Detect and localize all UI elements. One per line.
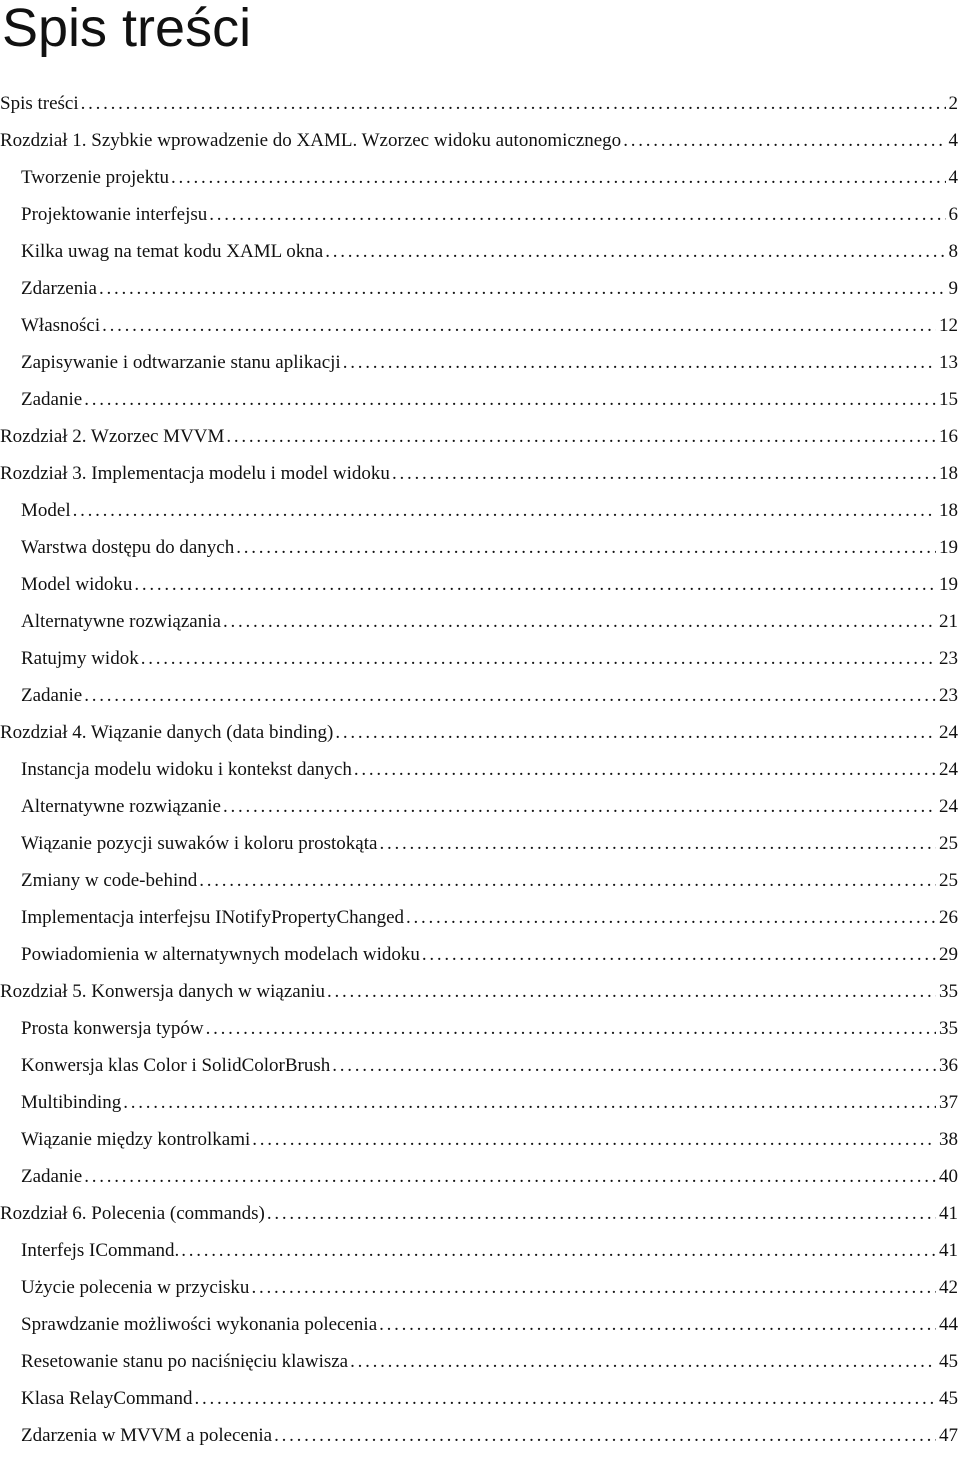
dot-leader (209, 204, 945, 226)
dot-leader (406, 907, 936, 929)
toc-entry[interactable] (0, 685, 960, 722)
toc-entry-label: Zmiany w code-behind (21, 870, 197, 892)
toc-entry-label: Sprawdzanie możliwości wykonania polecenia (21, 1314, 377, 1336)
dot-leader (223, 611, 936, 633)
toc-entry-page-number: 37 (939, 1092, 960, 1114)
toc-entry-label: Instancja modelu widoku i kontekst danych (21, 759, 352, 781)
toc-entry-label: Konwersja klas Color i SolidColorBrush (21, 1055, 330, 1077)
toc-entry-page-number: 19 (939, 537, 960, 559)
toc-entry[interactable] (0, 315, 960, 352)
toc-entry-page-number: 41 (939, 1203, 960, 1225)
toc-entry-label: Model (21, 500, 71, 522)
toc-entry-page-number: 26 (939, 907, 960, 929)
toc-entry-page-number: 4 (949, 130, 960, 152)
toc-entry-label: Implementacja interfejsu INotifyPropertyChanged (21, 907, 404, 929)
toc-entry-page-number: 42 (939, 1277, 960, 1299)
table-of-contents (0, 93, 960, 1462)
toc-entry-label: Rozdział 4. Wiązanie danych (data binding) (0, 722, 333, 744)
dot-leader (123, 1092, 936, 1114)
dot-leader (206, 1018, 936, 1040)
toc-entry[interactable] (0, 1240, 960, 1277)
dot-leader (73, 500, 936, 522)
dot-leader (226, 426, 936, 448)
toc-entry-label: Model widoku (21, 574, 132, 596)
dot-leader (623, 130, 945, 152)
toc-entry-label: Rozdział 5. Konwersja danych w wiązaniu (0, 981, 325, 1003)
toc-entry-label: Kilka uwag na temat kodu XAML okna (21, 241, 323, 263)
toc-entry[interactable] (0, 796, 960, 833)
toc-entry-page-number: 23 (939, 648, 960, 670)
toc-entry-label: Resetowanie stanu po naciśnięciu klawisza (21, 1351, 348, 1373)
toc-entry-label: Wiązanie między kontrolkami (21, 1129, 250, 1151)
dot-leader (274, 1425, 936, 1447)
dot-leader (141, 648, 936, 670)
dot-leader (84, 389, 936, 411)
toc-entry-label: Multibinding (21, 1092, 121, 1114)
toc-entry[interactable] (0, 1166, 960, 1203)
toc-entry[interactable] (0, 574, 960, 611)
toc-entry[interactable] (0, 611, 960, 648)
toc-entry-label: Własności (21, 315, 100, 337)
toc-entry-page-number: 8 (949, 241, 960, 263)
toc-entry[interactable] (0, 944, 960, 981)
dot-leader (325, 241, 945, 263)
dot-leader (195, 1388, 937, 1410)
dot-leader (171, 167, 946, 189)
toc-entry-page-number: 15 (939, 389, 960, 411)
toc-entry[interactable] (0, 463, 960, 500)
dot-leader (327, 981, 936, 1003)
toc-entry[interactable] (0, 500, 960, 537)
toc-entry-page-number: 6 (949, 204, 960, 226)
toc-entry[interactable] (0, 870, 960, 907)
toc-entry-page-number: 2 (949, 93, 960, 115)
toc-entry-page-number: 38 (939, 1129, 960, 1151)
toc-entry-page-number: 24 (939, 759, 960, 781)
toc-entry-page-number: 40 (939, 1166, 960, 1188)
toc-entry-page-number: 19 (939, 574, 960, 596)
toc-entry[interactable] (0, 759, 960, 796)
toc-entry[interactable] (0, 389, 960, 426)
toc-entry-label: Klasa RelayCommand (21, 1388, 193, 1410)
dot-leader (379, 1314, 936, 1336)
toc-entry[interactable] (0, 352, 960, 389)
toc-entry-label: Zdarzenia (21, 278, 97, 300)
toc-entry-page-number: 25 (939, 833, 960, 855)
toc-entry-label: Zdarzenia w MVVM a polecenia (21, 1425, 272, 1447)
toc-entry-label: Alternatywne rozwiązanie (21, 796, 221, 818)
toc-entry-label: Projektowanie interfejsu (21, 204, 207, 226)
dot-leader (181, 1240, 936, 1262)
dot-leader (343, 352, 936, 374)
dot-leader (354, 759, 936, 781)
toc-entry-page-number: 35 (939, 981, 960, 1003)
toc-entry-label: Rozdział 6. Polecenia (commands) (0, 1203, 265, 1225)
dot-leader (99, 278, 946, 300)
toc-entry-label: Zadanie (21, 1166, 82, 1188)
toc-entry[interactable] (0, 1129, 960, 1166)
dot-leader (84, 685, 936, 707)
toc-entry[interactable] (0, 241, 960, 278)
toc-entry-page-number: 23 (939, 685, 960, 707)
dot-leader (84, 1166, 936, 1188)
dot-leader (379, 833, 936, 855)
dot-leader (392, 463, 936, 485)
toc-entry-page-number: 21 (939, 611, 960, 633)
toc-entry-page-number: 9 (949, 278, 960, 300)
toc-entry[interactable] (0, 130, 960, 167)
toc-entry[interactable] (0, 1277, 960, 1314)
toc-entry-label: Wiązanie pozycji suwaków i koloru prostokąta (21, 833, 377, 855)
toc-entry-page-number: 18 (939, 500, 960, 522)
toc-entry-page-number: 24 (939, 796, 960, 818)
dot-leader (332, 1055, 936, 1077)
dot-leader (223, 796, 936, 818)
toc-entry-label: Warstwa dostępu do danych (21, 537, 234, 559)
toc-entry-label: Rozdział 1. Szybkie wprowadzenie do XAML. Wzorzec widoku autonomicznego (0, 130, 621, 152)
toc-entry-page-number: 36 (939, 1055, 960, 1077)
toc-entry-label: Powiadomienia w alternatywnych modelach widoku (21, 944, 420, 966)
toc-entry-page-number: 12 (939, 315, 960, 337)
toc-entry[interactable] (0, 167, 960, 204)
toc-entry[interactable] (0, 722, 960, 759)
toc-entry-page-number: 18 (939, 463, 960, 485)
toc-entry[interactable] (0, 907, 960, 944)
toc-entry-page-number: 24 (939, 722, 960, 744)
dot-leader (199, 870, 936, 892)
toc-entry-label: Ratujmy widok (21, 648, 139, 670)
toc-entry[interactable] (0, 1314, 960, 1351)
toc-entry[interactable] (0, 93, 960, 130)
toc-entry-page-number: 35 (939, 1018, 960, 1040)
toc-entry[interactable] (0, 426, 960, 463)
dot-leader (350, 1351, 936, 1373)
toc-entry-page-number: 25 (939, 870, 960, 892)
toc-entry-page-number: 44 (939, 1314, 960, 1336)
toc-entry-page-number: 29 (939, 944, 960, 966)
toc-entry[interactable] (0, 1203, 960, 1240)
dot-leader (134, 574, 936, 596)
toc-entry-label: Zapisywanie i odtwarzanie stanu aplikacji (21, 352, 341, 374)
toc-entry-page-number: 47 (939, 1425, 960, 1447)
toc-entry-page-number: 45 (939, 1388, 960, 1410)
toc-entry-label: Alternatywne rozwiązania (21, 611, 221, 633)
toc-entry-label: Zadanie (21, 389, 82, 411)
toc-entry[interactable] (0, 1092, 960, 1129)
dot-leader (81, 93, 946, 115)
toc-entry[interactable] (0, 204, 960, 241)
dot-leader (252, 1129, 936, 1151)
toc-entry[interactable] (0, 648, 960, 685)
toc-entry-label: Użycie polecenia w przycisku (21, 1277, 249, 1299)
toc-entry[interactable] (0, 1388, 960, 1425)
toc-entry-page-number: 13 (939, 352, 960, 374)
dot-leader (236, 537, 936, 559)
toc-entry[interactable] (0, 1425, 960, 1462)
dot-leader (102, 315, 936, 337)
toc-entry[interactable] (0, 537, 960, 574)
page-title: Spis treści (2, 0, 251, 56)
toc-entry-label: Tworzenie projektu (21, 167, 169, 189)
toc-entry[interactable] (0, 833, 960, 870)
toc-entry-label: Prosta konwersja typów (21, 1018, 204, 1040)
toc-entry-page-number: 4 (949, 167, 960, 189)
toc-entry-page-number: 45 (939, 1351, 960, 1373)
toc-entry-label: Spis treści (0, 93, 79, 115)
toc-entry-label: Rozdział 3. Implementacja modelu i model widoku (0, 463, 390, 485)
toc-entry-label: Rozdział 2. Wzorzec MVVM (0, 426, 224, 448)
toc-entry-label: Interfejs ICommand. (21, 1240, 179, 1262)
toc-entry-label: Zadanie (21, 685, 82, 707)
toc-entry-page-number: 41 (939, 1240, 960, 1262)
toc-entry[interactable] (0, 981, 960, 1018)
toc-entry[interactable] (0, 1018, 960, 1055)
toc-entry-page-number: 16 (939, 426, 960, 448)
dot-leader (267, 1203, 936, 1225)
toc-entry[interactable] (0, 1351, 960, 1388)
toc-entry[interactable] (0, 278, 960, 315)
dot-leader (251, 1277, 936, 1299)
toc-entry[interactable] (0, 1055, 960, 1092)
dot-leader (422, 944, 936, 966)
dot-leader (335, 722, 936, 744)
